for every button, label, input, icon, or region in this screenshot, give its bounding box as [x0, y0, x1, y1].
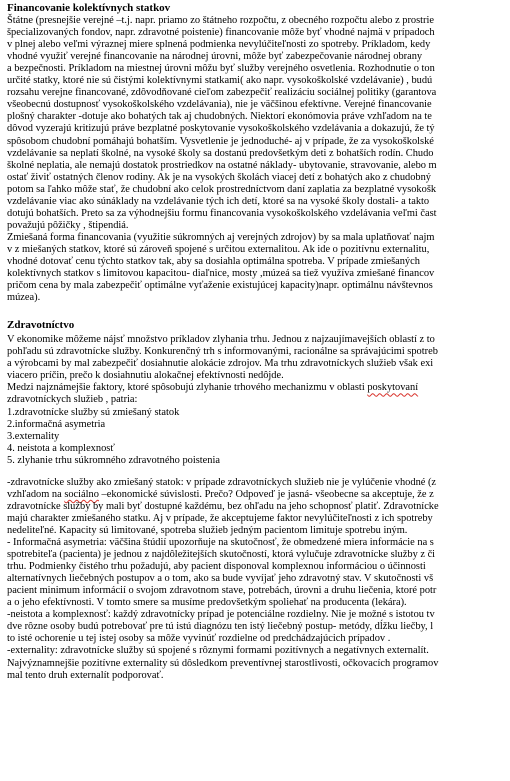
list-item: 4. neistota a komplexnosť: [7, 442, 115, 454]
paragraph-line: vzdelávanie sa neplatí školné, na vysoké školy sa dostanú predovšetkým deti z bohatších rodín. Chudo: [7, 147, 434, 159]
list-item: 2.informačná asymetria: [7, 418, 106, 430]
paragraph-line: nedeliteľné. Kapacity sú limitované, spotreba služieb jedným pacientom limituje spotrebu iným.: [7, 524, 408, 536]
paragraph-line: ostať živiť ostatných členov rodiny. Ak je na vysokých školách viacej detí z bohatých ako z chudobný: [7, 171, 432, 183]
spellcheck-word: sociálno: [64, 488, 99, 500]
paragraph-line: majú charakter zmiešaného statku. Aj v prípade, že akceptujeme faktor nevylúčiteľnosti z ich spotreby: [7, 512, 433, 524]
paragraph-line: mal tento druh externalít podporovať.: [7, 669, 164, 681]
paragraph-line: trhu. Podmienky čistého trhu požadujú, aby pacient disponoval komplexnou informáciou o účinnosti: [7, 561, 426, 573]
paragraph-line: pacient minimum informácií o svojom zdravotnom stave, potrebách, úrovni a druhu liečenia, ktoré potr: [7, 585, 437, 597]
paragraph-line: Zmiešaná forma financovania (využitie súkromných aj verejných zdrojov) by sa mala uplatňovať najm: [7, 231, 435, 243]
paragraph-line: školné neplatia, ale nemajú dostatok prostriedkov na ostatné náklady- ubytovanie, stravovanie, alebo m: [7, 159, 437, 171]
paragraph-line: všeobecnú dostupnosť vysokoškolského vzdelávania), nie je väčšinou efektívne. Verejné financovanie: [7, 99, 432, 111]
paragraph-line: -neistota a komplexnosť: každý zdravotnícky prípad je potenciálne rozdielny. Nie je možné s istotou tv: [7, 609, 435, 621]
section-heading: Zdravotníctvo: [7, 319, 75, 332]
paragraph-line: spotrebiteľa (pacienta) je jednou z najdôležitejších skutočností, ktorá vylučuje zdravotnícke služby z či: [7, 549, 436, 561]
paragraph-line: považujú pôžičky , štipendiá.: [7, 219, 129, 231]
paragraph-line: vzhľadom na sociálno –ekonomické súvislosti. Prečo? Odpoveď je jasná- všeobecne sa akceptuje, že z: [7, 488, 434, 500]
paragraph-line: dve rôzne osoby budú potrebovať pre tú istú diagnózu ten istý liečebný postup- metódy, dĺžku liečby, l: [7, 621, 434, 633]
paragraph-line: zdravotníckych služieb , patria:: [7, 394, 138, 406]
paragraph-line: a výrobcami by mal zabezpečiť dosiahnutie alokácie zdrojov. Ma trhu zdravotníckych služieb však exi: [7, 358, 434, 370]
paragraph-line: zdravotnícke služby by mali byť dostupné každému, bez ohľadu na jeho schopnosť platiť. Zdravotnícke: [7, 500, 439, 512]
paragraph-line: Najvýznamnejšie pozitívne externality sú dôsledkom preventívnej starostlivosti, očkovacích programov: [7, 657, 439, 669]
paragraph-line: - Informačná asymetria: väčšina štúdií upozorňuje na skutočnosť, že obmedzené miera informácie na s: [7, 537, 434, 548]
paragraph-line: vhodné využiť verejné financovanie na národnej úrovni, môže byť zabezpečovanie národnej obrany: [7, 51, 423, 63]
paragraph-line: a bezpečnosti. Príkladom na miestnej úrovni môžu byť služby verejného osvetlenia. Rozhodnutie o ton: [7, 63, 435, 75]
list-item: 5. zlyhanie trhu súkromného zdravotného poistenia: [7, 454, 220, 466]
paragraph-line: rozsahu verejne financované, zdôvodňované cieľom zabezpečiť realizáciu sociálnej politiky (garantova: [7, 87, 437, 99]
paragraph-line: alternatívnych liečebných postupov a o tom, ako sa bude vyvíjať jeho zdravotný stav. V skutočnosti vš: [7, 573, 434, 585]
paragraph-line: Štátne (presnejšie verejné –t.j. napr. priamo zo štátneho rozpočtu, z obecného rozpočtu alebo z prostrie: [7, 15, 435, 26]
paragraph-line: dotujú bohatších. Preto sa za výhodnejšiu formu financovania vysokoškolského vzdelávania veľmi čast: [7, 207, 437, 219]
paragraph-line: vzdelávanie viac ako súnáklady na vzdelávanie tých ich detí, ktoré sa na vysoké školy dostali- a takto: [7, 195, 430, 207]
spellcheck-word: poskytovaní: [367, 382, 419, 394]
paragraph-line: špecializovaných fondov, napr. zdravotné poistenie) financovanie môže byť vhodné najmä v prípadoch: [7, 27, 435, 39]
list-item: 1.zdravotnícke služby sú zmiešaný statok: [7, 406, 180, 418]
paragraph-line: vhodné dotovať cenu týchto statkov tak, aby sa dosiahla optimálna spotreba. V prípade zmiešaných: [7, 256, 420, 267]
paragraph-line: -externality: zdravotnícke služby sú spojené s rôznymi formami pozitívnych a negatívnych externalít.: [7, 645, 429, 657]
paragraph-line: viacero príčin, prečo k dosiahnutiu alokačnej efektívnosti nedôjde.: [7, 370, 284, 382]
paragraph-line: kolektívnych statkov s limitovou kapacitou- diaľnice, mosty ,múzeá sa tiež využíva zmiešané financov: [7, 268, 435, 280]
paragraph-line: V ekonomike môžeme nájsť množstvo príkladov zlyhania trhu. Jednou z najzaujímavejších oblastí z to: [7, 334, 435, 346]
paragraph-line: v plnej alebo veľmi výraznej miere splnená podmienka nevylúčiteľnosti zo spotreby. Príkladom, kedy: [7, 39, 431, 51]
paragraph-line: určité statky, ktoré nie sú čistými kolektívnymi statkami( ako napr. vysokoškolské vzdelávanie) , budú: [7, 75, 433, 87]
paragraph-line: plošný charakter -dotuje ako bohatých tak aj chudobných. Niektorí ekonómovia práve vzhľadom na te: [7, 111, 432, 123]
paragraph-line: pohľadu sú zdravotnícke služby. Konkurenčný trh s informovanými, racionálne sa správajúcimi spotreb: [7, 346, 438, 358]
paragraph-line: v z miešaných statkov, ktoré sú zároveň spojené s určitou externalitou. Ak ide o pozitívnu externalitu,: [7, 243, 430, 255]
paragraph-line: -zdravotnícke služby ako zmiešaný statok: v prípade zdravotníckych služieb nie je vylúčenie vhodné (z: [7, 476, 437, 488]
paragraph-line: pričom cena by mala zabezpečiť optimálne vyťaženie existujúcej kapacity)napr. optimálnu návštevnos: [7, 280, 433, 292]
paragraph-line: to isté ochorenie u tej istej osoby sa môže vyvinúť rozdielne od predchádzajúcich prípadov .: [7, 633, 391, 645]
paragraph-line: spôsobom chudobní pomáhajú bohatším. Vysvetlenie je jednoduché- aj v prípade, že za vysokoškolské: [7, 135, 434, 147]
paragraph-line: potom sa ľahko môže stať, že chudobní ako celok prostredníctvom daní zaplatia za bezplatné vysokošk: [7, 183, 437, 195]
paragraph-line: dôvod vyzerajú kritizujú práve bezplatné poskytovanie vysokoškolského vzdelávania a dokazujú, že tý: [7, 123, 435, 135]
paragraph-line: múzea).: [7, 292, 41, 304]
section-heading: Financovanie kolektívnych statkov: [7, 2, 171, 14]
paragraph-line: a o jeho efektívnosti. V tomto smere sa musíme predovšetkým spoliehať na producenta (lekára).: [7, 597, 407, 609]
list-item: 3.externality: [7, 430, 60, 442]
paragraph-line: Medzi najznámejšie faktory, ktoré spôsobujú zlyhanie trhového mechanizmu v oblasti poskytovaní: [7, 382, 419, 394]
